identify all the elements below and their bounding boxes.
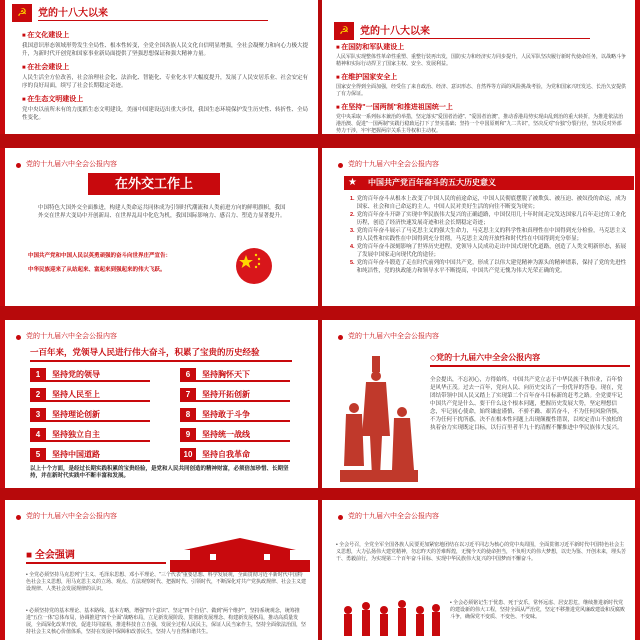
slide-historical-experience	[0, 320, 318, 488]
header-label: 党的十九届六中全会公报内容	[348, 513, 439, 520]
body-text: 全会提出，不忘初心，方得始终。中国共产党立志于中华民族千秋伟业，百年恰是风华正茂。过去一百年，党向人民、向历史交出了一份优异的答卷。现在，党团结带领中国人民又踏上了实现第二个百年奋斗目标新的赶考之路。全党要牢记中国共产党是什么、要干什么这个根本问题，把握历史发展大势，坚定理想信念，牢记初心使命，始终谦虚谨慎、不骄不躁、艰苦奋斗，不为任何风险所惧，不为任何干扰所惑，决不在根本性问题上出现颠覆性错误，以咬定青山不放松的执着奋力实现既定目标，以行百里者半九十的清醒不懈推进中华民族伟大复兴。	[430, 377, 623, 431]
experience-item: 1 坚持党的领导	[30, 368, 150, 382]
slide-header	[332, 506, 630, 528]
header-dot-icon	[16, 515, 21, 520]
section-title: ■ 全会强调	[26, 550, 75, 561]
list-item: 5. 党的百年奋斗锻造了走在时代前列的中国共产党，形成了以伟大建党精神为源头的精神谱系，保持了党的先进性和纯洁性，党的执政能力和领导水平不断提高，中国共产党无愧为伟大光荣正确的党。	[350, 260, 627, 274]
slide-frame-left	[0, 148, 5, 306]
section-text: 我国意识形态领域形势发生全局性、根本性转变，全党全国各族人民文化自信明显增强，全社会凝聚力和向心力极大提升，为新时代开创党和国家事业新局面提供了坚强思想保证和强大精神力量。	[22, 43, 309, 57]
experience-item: 10 坚持自我革命	[180, 448, 290, 462]
slide-five-historical-significance	[322, 148, 640, 306]
experience-item: 3 坚持理论创新	[30, 408, 150, 422]
body-paragraph: • 必须坚持党的基本理论、基本路线、基本方略，增强"四个意识"、坚定"四个自信"、做到"两个维护"，坚持系统观念，统筹推进"五位一体"总体布局，协调推进"四个全面"战略布局，立足新发展阶段、贯彻新发展理念、构建新发展格局，推动高质量发展，全面深化改革开放，促进共同富裕，推进科技自立自强，发展全过程人民民主，保证人民当家作主，坚持全面依法治国，坚持社会主义核心价值体系，坚持在发展中保障和改善民生，坚持人与自然和谐共生。	[26, 608, 307, 635]
slide-header	[332, 326, 630, 348]
bullet-icon: •	[336, 542, 340, 548]
header-dot-icon	[16, 163, 21, 168]
diamond-icon: ◇	[430, 353, 437, 362]
slide-header	[332, 154, 630, 176]
banner-text: 中国共产党百年奋斗的五大历史意义	[368, 178, 496, 187]
slide-frame-right	[635, 148, 640, 306]
bullet-icon: •	[26, 572, 30, 578]
list-item: 4. 党的百年奋斗深刻影响了世界历史进程，党领导人民成功走出中国式现代化道路，创造了人类文明新形态，拓展了发展中国家走向现代化的途径；	[350, 244, 627, 258]
section-text: 党中央采取一系列标本兼治的举措，坚定落实"爱国者治港"、"爱国者治澳"，推动香港局势实现由乱到治的重大转折，为推进依法治港治澳、促进"一国两制"实践行稳致远打下了坚实基础；坚持一个中国原则和"九二共识"，坚决反对"台独"分裂行径，坚决反对外部势力干涉，牢牢把握两岸关系主导权和主动权。	[336, 114, 624, 134]
title-underline	[38, 20, 268, 21]
section-heading: ■ 在坚持"一国两制"和推进祖国统一上	[336, 102, 626, 112]
section-text: 党中央以前所未有的力度抓生态文明建设，美丽中国建设迈出重大步伐，我国生态环境保护发生历史性、转折性、全局性变化。	[22, 107, 309, 121]
body-text: 中国特色大国外交全面推进，构建人类命运共同体成为引领时代潮流和人类前进方向的鲜明旗帜，我国外交在世界大变局中开创新局、在世界乱局中化危为机，我国国际影响力、感召力、塑造力显著提升。	[38, 205, 286, 219]
tiananmen-gate-image	[170, 536, 310, 572]
header-label: 党的十九届六中全会公报内容	[26, 333, 117, 340]
slide-header	[330, 18, 630, 44]
list-item: 2. 党的百年奋斗开辟了实现中华民族伟大复兴的正确道路，中国仅用几十年时间走完发达国家几百年走过的工业化历程，创造了经济快速发展奇迹和社会长期稳定奇迹；	[350, 212, 627, 226]
list-item: 3. 党的百年奋斗展示了马克思主义的强大生命力，马克思主义的科学性和真理性在中国得到充分检验，马克思主义的人民性和实践性在中国得到充分贯彻，马克思主义的开放性和时代性在中国得到充分彰显；	[350, 228, 627, 242]
slide-banner: 在外交工作上	[88, 173, 220, 195]
bullet-icon: •	[26, 608, 30, 614]
section-title: ◇党的十九届六中全会公报内容	[430, 352, 630, 367]
title-underline	[360, 38, 590, 39]
header-label: 党的十九届六中全会公报内容	[348, 161, 439, 168]
section-heading: ■ 在国防和军队建设上	[336, 42, 626, 52]
header-label: 党的十九届六中全会公报内容	[26, 513, 117, 520]
section-heading: ■ 在生态文明建设上	[22, 94, 312, 104]
people-silhouette-image	[336, 598, 446, 638]
bullet-icon: •	[450, 600, 454, 606]
slide-frame-right	[635, 0, 640, 134]
section-heading: ■ 在维护国家安全上	[336, 72, 626, 82]
experience-item: 2 坚持人民至上	[30, 388, 150, 402]
slide-frame-right	[635, 500, 640, 640]
slide-banner	[344, 176, 634, 190]
slide-plenary-calls	[322, 500, 640, 640]
slide-diplomacy	[0, 148, 318, 306]
header-dot-icon	[338, 515, 343, 520]
experience-item: 8 坚持敢于斗争	[180, 408, 290, 422]
slide-party-18th-culture	[0, 0, 318, 134]
slide-title: 党的十八大以来	[38, 8, 108, 19]
slide-frame-left	[0, 0, 5, 134]
section-heading: ■ 在社会建设上	[22, 62, 312, 72]
highlight-text: 中国共产党和中国人民以英勇顽强的奋斗向世界庄严宣告：	[28, 253, 172, 259]
section-text: 国家安全得到全面加强，经受住了来自政治、经济、意识形态、自然界等方面的风险挑战考验，为党和国家兴旺发达、长治久安提供了有力保证。	[336, 84, 627, 97]
china-flag-globe-icon	[234, 246, 274, 286]
header-dot-icon	[338, 163, 343, 168]
slide-frame-right	[635, 320, 640, 488]
header-label: 党的十九届六中全会公报内容	[348, 333, 439, 340]
slide-title: 党的十八大以来	[360, 26, 430, 37]
section-text: 人民军队实现整体性革命性重塑、重整行装再出发，国防实力和经济实力同步提升，人民军队坚决履行新时代使命任务，以战略斗争精神和实际行动捍卫了国家主权、安全、发展利益。	[336, 54, 627, 67]
experience-item: 7 坚持开拓创新	[180, 388, 290, 402]
experience-item: 6 坚持胸怀天下	[180, 368, 290, 382]
slide-party-18th-defense	[322, 0, 640, 134]
party-emblem-icon: ☭	[334, 22, 354, 40]
slide-plenary-emphasizes	[0, 500, 318, 640]
monument-statue-image	[330, 346, 426, 486]
party-emblem-icon: ☭	[12, 4, 32, 22]
star-icon: ★	[348, 177, 357, 188]
list-item: 1. 党的百年奋斗从根本上改变了中国人民的前途命运，中国人民彻底摆脱了被欺负、被压迫、被奴役的命运，成为国家、社会和自己命运的主人，中国人民对美好生活的向往不断变为现实；	[350, 196, 627, 210]
section-heading: ■ 在文化建设上	[22, 30, 312, 40]
header-dot-icon	[16, 335, 21, 340]
header-label: 党的十九届六中全会公报内容	[26, 161, 117, 168]
highlight-text: 中华民族迎来了从站起来、富起来到强起来的伟大飞跃。	[28, 267, 166, 273]
slide-banner: 一百年来，党领导人民进行伟大奋斗，积累了宝贵的历史经验	[30, 346, 292, 362]
header-dot-icon	[338, 335, 343, 340]
experience-item: 5 坚持中国道路	[30, 448, 150, 462]
experience-item: 4 坚持独立自主	[30, 428, 150, 442]
slide-header	[10, 326, 308, 348]
body-paragraph: • 全会必须铭记生于忧患、死于安乐，常怀远虑、居安思危，继续推进新时代党的建设新的伟大工程，坚持全面从严治党，坚定不移推进党风廉政建设和反腐败斗争，确保党不变质、不变色、不变味。	[450, 600, 626, 620]
body-paragraph: • 全会号召，全党全军全国各族人民要更加紧密地团结在以习近平同志为核心的党中央周围，全面贯彻习近平新时代中国特色社会主义思想，大力弘扬伟大建党精神，勿忘昨天的苦难辉煌，无愧今天的使命担当，不负明天的伟大梦想，以史为鉴、开创未来，埋头苦干、勇毅前行，为实现第二个百年奋斗目标、实现中华民族伟大复兴的中国梦而不懈奋斗。	[336, 542, 627, 562]
significance-list	[350, 196, 628, 276]
slide-frame-left	[0, 320, 5, 488]
slide-header	[10, 506, 308, 528]
square-bullet-icon: ■	[26, 550, 35, 561]
slide-frame-left	[0, 500, 5, 640]
title-underline	[26, 562, 166, 564]
footer-text: 以上十个方面，是经过长期实践积累的宝贵经验，是党和人民共同创造的精神财富，必须倍加珍惜、长期坚持，并在新时代实践中不断丰富和发展。	[30, 466, 289, 479]
section-text: 人民生活全方位改善，社会治理社会化、法治化、智能化、专业化水平大幅度提升，发展了人民安居乐业、社会安定有序的良好局面，续写了社会长期稳定奇迹。	[22, 75, 309, 89]
slide-header	[8, 0, 308, 26]
experience-item: 9 坚持统一战线	[180, 428, 290, 442]
slide-plenary-communique	[322, 320, 640, 488]
body-paragraph: • 全党必须坚持马克思列宁主义、毛泽东思想、邓小平理论、"三个代表"重要思想、科学发展观，全面贯彻习近平新时代中国特色社会主义思想，用马克思主义的立场、观点、方法观察时代、把握时代、引领时代，不断深化对共产党执政规律、社会主义建设规律、人类社会发展规律的认识。	[26, 572, 307, 592]
